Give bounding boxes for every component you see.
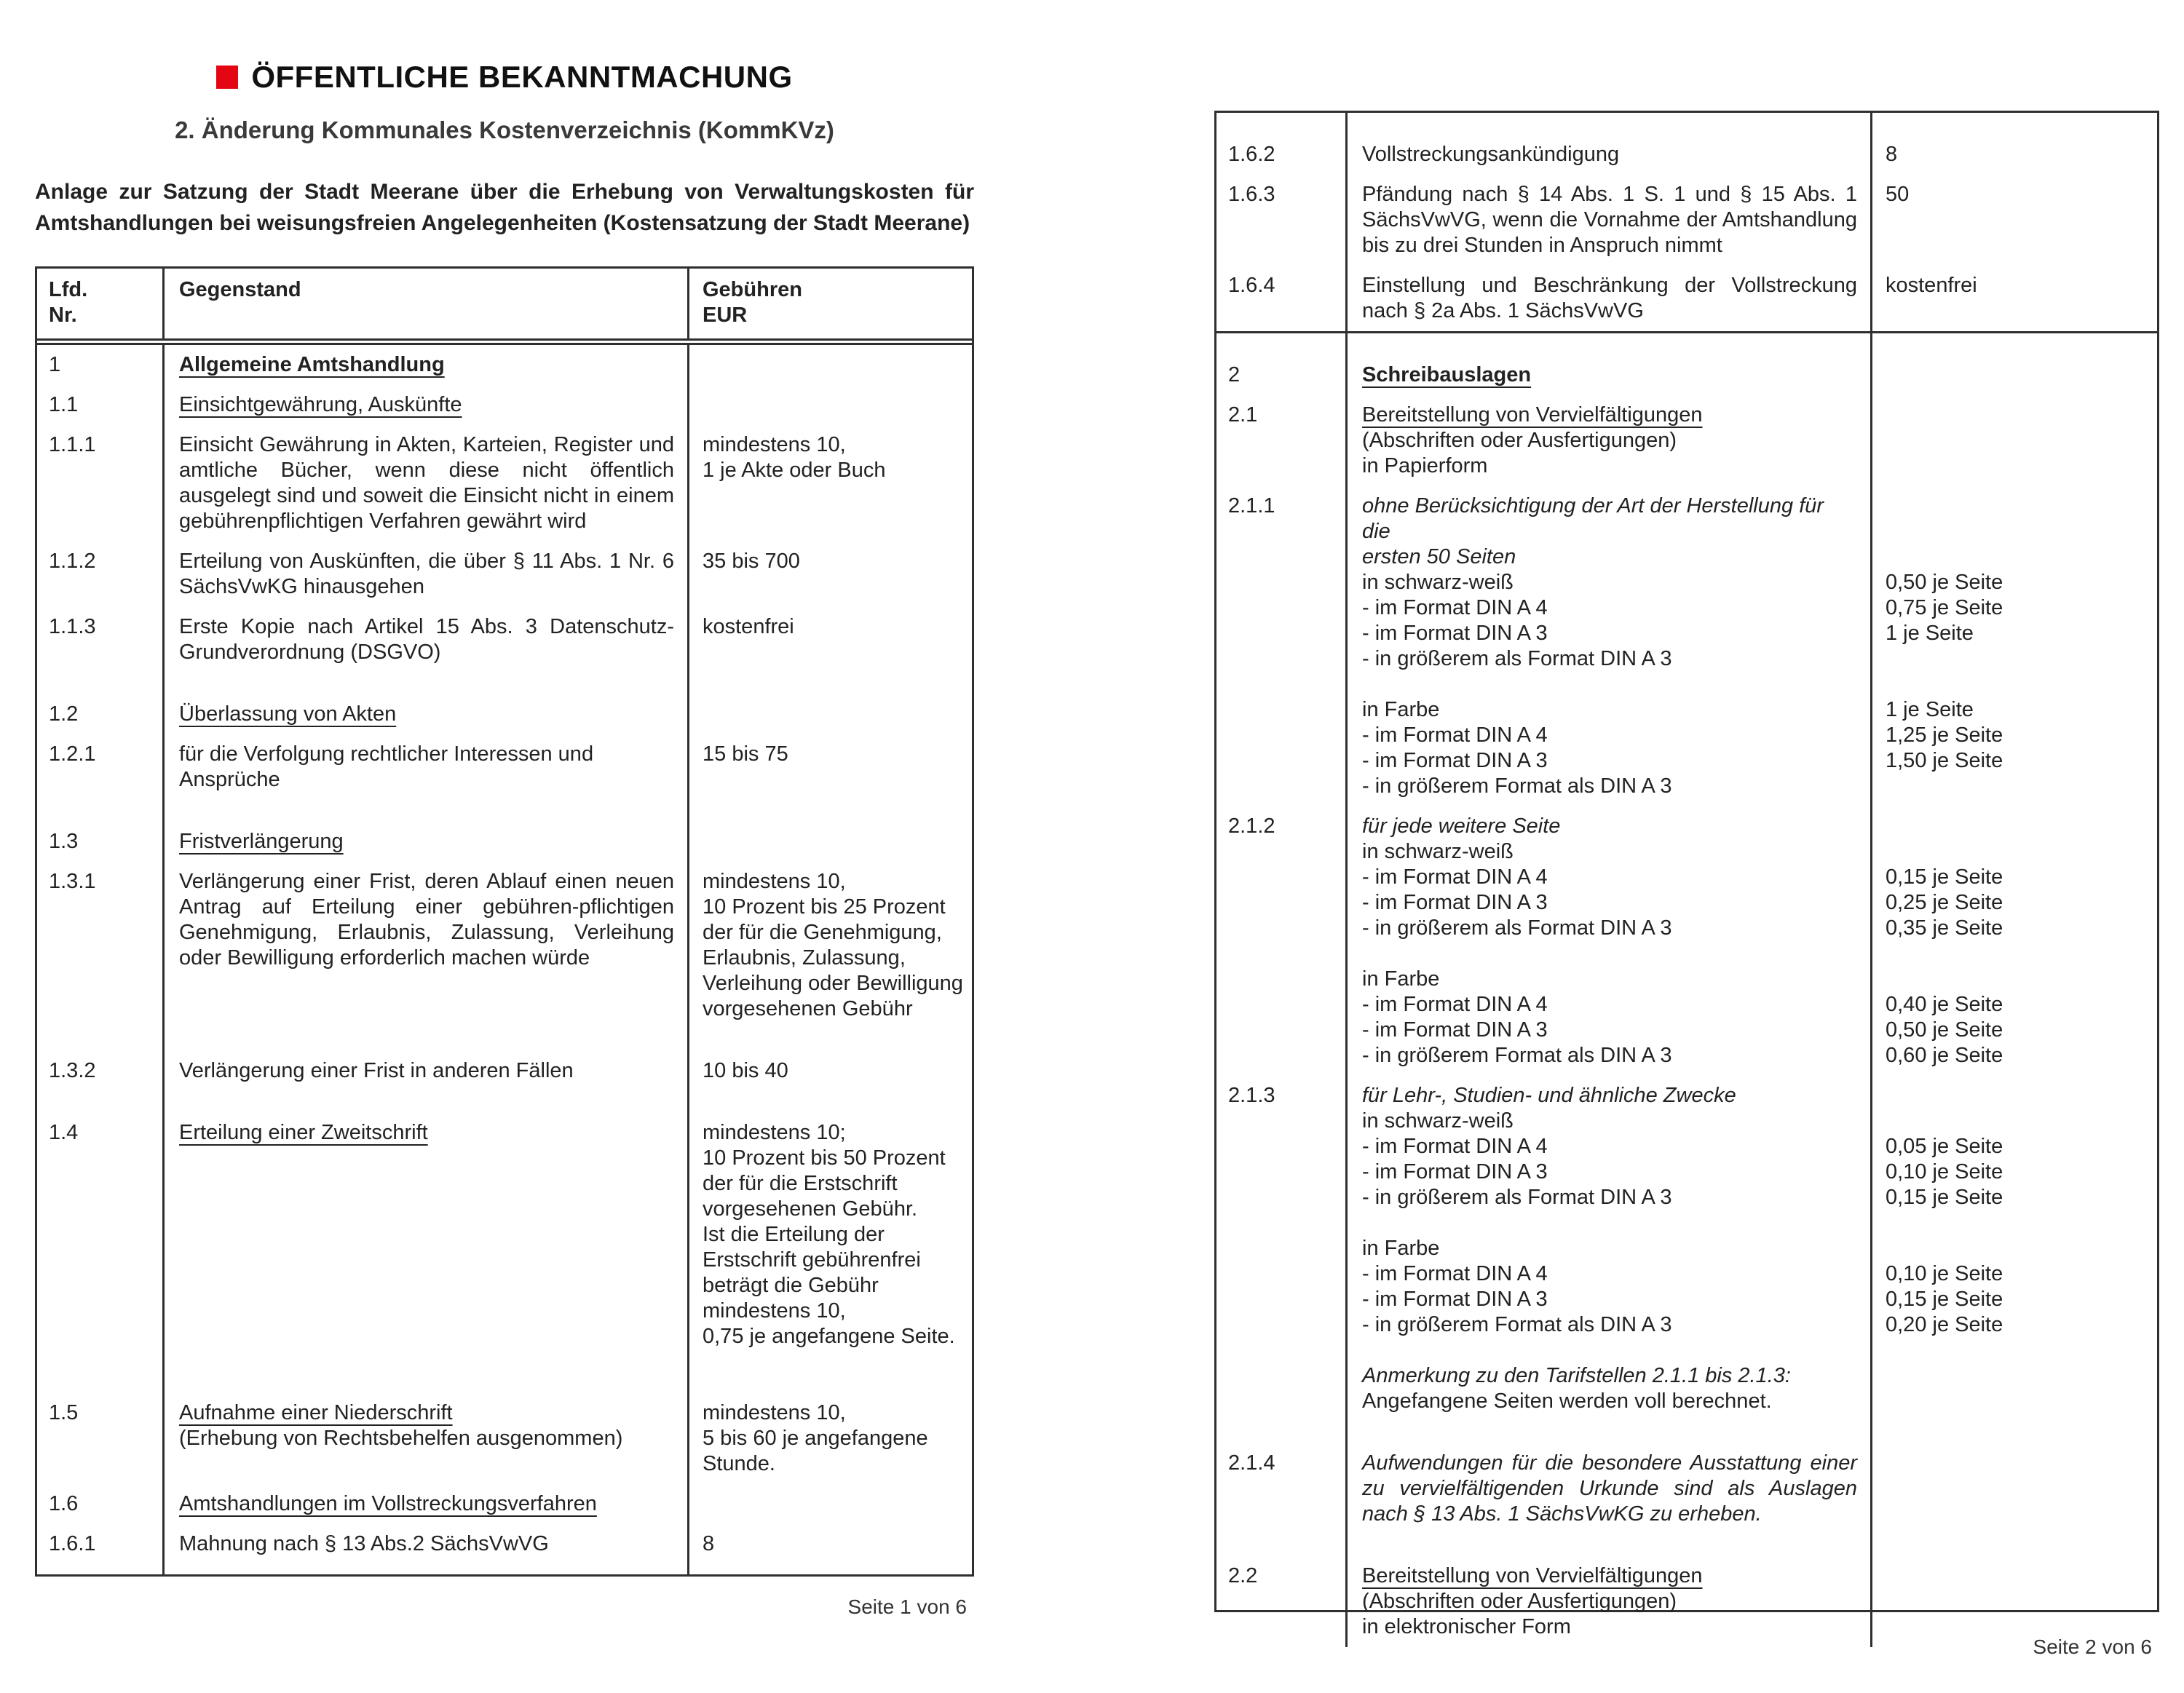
row-number: 1.6 <box>49 1492 79 1515</box>
row-number-cell <box>37 425 165 542</box>
row-number: 1.6.4 <box>1228 274 1275 297</box>
row-content <box>165 1091 972 1357</box>
fee-cell <box>687 1524 972 1574</box>
fee-table-page2 <box>1214 111 2159 1638</box>
row-content <box>1348 1422 2157 1534</box>
fee-line: 0,15 je Seite <box>1886 865 2003 889</box>
row-number: 1 <box>49 353 61 376</box>
fee-line: mindestens 10, <box>703 870 846 893</box>
fee-line: 0,75 je Seite <box>1886 596 2003 619</box>
fee-line <box>1886 544 2148 570</box>
subject-line: ohne Berücksichtigung der Art der Herstellung für die <box>1362 494 1824 543</box>
fee-row-1.5 <box>37 1357 972 1484</box>
subject-line: Erste Kopie nach Artikel 15 Abs. 3 Datenschutz-Grundverordnung (DSGVO) <box>179 615 674 664</box>
fee-cell <box>1870 1076 2157 1422</box>
fee-line: 0,25 je Seite <box>1886 891 2003 914</box>
row-number: 1.6.3 <box>1228 183 1275 206</box>
subject-cell <box>1348 113 1870 175</box>
fee-line: Verleihung oder Bewilligung <box>703 972 963 995</box>
fee-line: 0,35 je Seite <box>1886 916 2003 940</box>
row-number: 1.6.1 <box>49 1532 96 1555</box>
fee-line: 15 bis 75 <box>703 742 788 766</box>
page-2 <box>1214 111 2159 1659</box>
row-number: 2.2 <box>1228 1564 1258 1587</box>
fee-line: Erlaubnis, Zulassung, <box>703 946 906 970</box>
fee-row-2.1.4 <box>1216 1422 2157 1534</box>
subject-cell <box>165 800 687 862</box>
subject-line: - im Format DIN A 3 <box>1362 891 1548 914</box>
subject-line: - im Format DIN A 3 <box>1362 1160 1548 1183</box>
fee-line: 1,50 je Seite <box>1886 749 2003 772</box>
fee-line <box>1886 814 2148 839</box>
subject-cell <box>165 607 687 673</box>
row-content <box>165 1029 972 1091</box>
fee-line <box>1886 967 2148 992</box>
subject-line: in Farbe <box>1362 967 1440 991</box>
fee-cell <box>1870 486 2157 806</box>
subject-line: - in größerem als Format DIN A 3 <box>1362 1186 1672 1209</box>
row-number-cell <box>37 1524 165 1574</box>
fee-line: 10 Prozent bis 50 Prozent <box>703 1146 946 1170</box>
subject-line: Verlängerung einer Frist, deren Ablauf einen neuen Antrag auf Erteilung einer gebühren-pflichtigen Genehmigung, Erlaubnis, Zulassung, Verleihung oder Bewilligung erforderlich machen würde <box>179 870 674 970</box>
subject-cell <box>1348 395 1870 486</box>
subject-line: - in größerem Format als DIN A 3 <box>1362 1313 1672 1336</box>
page1-footer: Seite 1 von 6 <box>847 1595 967 1618</box>
header-cell-subject <box>165 269 687 338</box>
row-number-cell <box>37 542 165 607</box>
subject-cell <box>165 385 687 425</box>
subject-cell <box>165 425 687 542</box>
row-number: 1.2 <box>49 702 79 726</box>
row-content <box>1348 395 2157 486</box>
fee-cell <box>1870 175 2157 266</box>
subject-cell <box>165 1357 687 1484</box>
row-number-cell <box>1216 1534 1348 1647</box>
row-number-cell <box>1216 395 1348 486</box>
fee-row-1.6.1 <box>37 1524 972 1574</box>
row-content <box>1348 113 2157 175</box>
subject-line: Anmerkung zu den Tarifstellen 2.1.1 bis 2.1.3: <box>1362 1364 1791 1387</box>
fee-line <box>1886 493 2148 519</box>
subject-cell <box>1348 1076 1870 1422</box>
row-number-cell <box>1216 806 1348 1076</box>
fee-cell <box>687 862 972 1029</box>
subject-line: - in größerem als Format DIN A 3 <box>1362 916 1672 940</box>
subject-line: in schwarz-weiß <box>1362 571 1514 594</box>
fee-row-2.1.3 <box>1216 1076 2157 1422</box>
fee-cell <box>687 673 972 734</box>
subject-line <box>1362 1338 1857 1363</box>
row-number-cell <box>1216 486 1348 806</box>
fee-row-1.4 <box>37 1091 972 1357</box>
subject-cell <box>165 1524 687 1574</box>
row-number: 1.3.1 <box>49 870 96 893</box>
fee-line <box>1886 519 2148 544</box>
row-content <box>165 385 972 425</box>
subject-line: - im Format DIN A 4 <box>1362 993 1548 1016</box>
fee-line: 1 je Akte oder Buch <box>703 459 886 482</box>
fee-line: 0,10 je Seite <box>1886 1262 2003 1285</box>
subject-line: in Papierform <box>1362 454 1488 477</box>
row-content <box>165 800 972 862</box>
fee-cell <box>1870 806 2157 1076</box>
fee-row-1.6 <box>37 1484 972 1524</box>
subject-line: Erteilung einer Zweitschrift <box>179 1121 428 1144</box>
fee-line: 10 bis 40 <box>703 1059 788 1082</box>
row-number: 2.1.1 <box>1228 494 1275 518</box>
subject-line: für Lehr-, Studien- und ähnliche Zwecke <box>1362 1084 1736 1107</box>
row-number: 1.3 <box>49 830 79 853</box>
subject-cell <box>165 1484 687 1524</box>
subject-line: in Farbe <box>1362 1237 1440 1260</box>
subject-line: ersten 50 Seiten <box>1362 545 1516 568</box>
row-number-cell <box>1216 266 1348 331</box>
fee-row-2 <box>1216 331 2157 395</box>
fee-cell <box>1870 395 2157 486</box>
fee-row-1.2 <box>37 673 972 734</box>
row-number-cell <box>1216 175 1348 266</box>
row-content <box>1348 486 2157 806</box>
fee-cell <box>1870 1534 2157 1647</box>
fee-cell <box>687 425 972 542</box>
fee-row-1.1.2 <box>37 542 972 607</box>
row-number: 2.1.2 <box>1228 814 1275 838</box>
row-number-cell <box>1216 333 1348 395</box>
subject-line: Schreibauslagen <box>1362 363 1532 386</box>
subject-cell <box>1348 806 1870 1076</box>
row-content <box>1348 1534 2157 1647</box>
fee-line: 5 bis 60 je angefangene <box>703 1427 928 1450</box>
fee-cell <box>687 734 972 800</box>
fee-line: mindestens 10; <box>703 1121 846 1144</box>
header-label: Lfd. <box>49 278 88 301</box>
fee-line: Ist die Erteilung der <box>703 1223 885 1246</box>
fee-cell <box>687 1484 972 1524</box>
row-number-cell <box>37 385 165 425</box>
subject-cell <box>165 673 687 734</box>
subject-line: Einsicht Gewährung in Akten, Karteien, Register und amtliche Bücher, wenn diese nicht öffentlich ausgelegt sind und soweit die Einsicht nicht in einem gebührenpflichtigen Verfahren gewährt wird <box>179 433 674 533</box>
subject-cell <box>165 862 687 1029</box>
page2-footer: Seite 2 von 6 <box>2033 1635 2152 1658</box>
row-number: 1.1.2 <box>49 550 96 573</box>
row-content <box>165 345 972 385</box>
subject-line: Fristverlängerung <box>179 830 344 853</box>
header-cell-fee <box>687 269 972 338</box>
fee-cell <box>687 607 972 673</box>
row-number: 2.1.4 <box>1228 1451 1275 1475</box>
row-number-cell <box>37 800 165 862</box>
row-content <box>1348 266 2157 331</box>
fee-line <box>1886 1083 2148 1109</box>
header-label: EUR <box>703 304 748 327</box>
subject-line: Pfändung nach § 14 Abs. 1 S. 1 und § 15 Abs. 1 SächsVwVG, wenn die Vornahme der Amtshandlung bis zu drei Stunden in Anspruch nimmt <box>1362 183 1857 257</box>
fee-line: 10 Prozent bis 25 Prozent <box>703 895 946 919</box>
subject-line: - im Format DIN A 3 <box>1362 1018 1548 1042</box>
fee-line: 8 <box>703 1532 715 1555</box>
fee-row-1.3 <box>37 800 972 862</box>
table-header-row <box>37 269 972 345</box>
subject-cell <box>1348 1422 1870 1534</box>
fee-line <box>1886 941 2148 967</box>
fee-row-2.2 <box>1216 1534 2157 1647</box>
fee-line: 0,40 je Seite <box>1886 993 2003 1016</box>
subject-cell <box>1348 175 1870 266</box>
subject-line: Aufnahme einer Niederschrift <box>179 1401 453 1424</box>
fee-line: der für die Genehmigung, <box>703 921 942 944</box>
fee-line: Stunde. <box>703 1452 775 1475</box>
row-number: 1.4 <box>49 1121 79 1144</box>
header-content <box>165 269 972 338</box>
row-content <box>1348 175 2157 266</box>
intro-paragraph: Anlage zur Satzung der Stadt Meerane über die Erhebung von Verwaltungskosten für Amtshandlungen bei weisungsfreien Angelegenheiten (Kostensatzung der Stadt Meerane) <box>35 180 974 235</box>
row-content <box>165 862 972 1029</box>
subject-line <box>1362 672 1857 697</box>
subject-line: - im Format DIN A 4 <box>1362 1262 1548 1285</box>
row-number-cell <box>1216 1076 1348 1422</box>
fee-line: 1,25 je Seite <box>1886 723 2003 747</box>
fee-row-2.1.2 <box>1216 806 2157 1076</box>
fee-row-2.1.1 <box>1216 486 2157 806</box>
row-number: 1.3.2 <box>49 1059 96 1082</box>
fee-cell <box>1870 113 2157 175</box>
row-content <box>165 1484 972 1524</box>
subject-cell <box>165 1091 687 1357</box>
subject-line: für die Verfolgung rechtlicher Interessen und Ansprüche <box>179 742 594 791</box>
fee-row-1.3.2 <box>37 1029 972 1091</box>
fee-line: 0,75 je angefangene Seite. <box>703 1325 955 1348</box>
fee-cell <box>1870 266 2157 331</box>
row-number: 1.1.3 <box>49 615 96 638</box>
row-number-cell <box>37 734 165 800</box>
fee-line <box>1886 839 2148 865</box>
row-content <box>165 607 972 673</box>
subject-line: (Erhebung von Rechtsbehelfen ausgenommen) <box>179 1427 623 1450</box>
row-content <box>165 1524 972 1574</box>
row-content <box>165 542 972 607</box>
fee-line: 0,20 je Seite <box>1886 1313 2003 1336</box>
subject-line: - im Format DIN A 4 <box>1362 596 1548 619</box>
subject-line: Überlassung von Akten <box>179 702 397 726</box>
header-label: Nr. <box>49 304 77 327</box>
subject-line: Einstellung und Beschränkung der Vollstreckung nach § 2a Abs. 1 SächsVwVG <box>1362 274 1857 322</box>
page-1 <box>35 42 974 1619</box>
fee-line: 0,60 je Seite <box>1886 1044 2003 1067</box>
subject-line: in schwarz-weiß <box>1362 1109 1514 1133</box>
row-number-cell <box>37 345 165 385</box>
subject-line: für jede weitere Seite <box>1362 814 1561 838</box>
row-content <box>165 734 972 800</box>
fee-row-1.6.4 <box>1216 266 2157 331</box>
fee-row-1.3.1 <box>37 862 972 1029</box>
fee-cell <box>687 800 972 862</box>
row-number: 2 <box>1228 363 1241 386</box>
subject-line: - in größerem Format als DIN A 3 <box>1362 774 1672 798</box>
subject-cell <box>1348 1534 1870 1647</box>
fee-line: 0,50 je Seite <box>1886 571 2003 594</box>
header-label: Gegenstand <box>179 278 301 301</box>
subject-line: in schwarz-weiß <box>1362 840 1514 863</box>
subject-line: Allgemeine Amtshandlung <box>179 353 445 376</box>
subject-line: - im Format DIN A 3 <box>1362 622 1548 645</box>
subject-line: - im Format DIN A 3 <box>1362 1288 1548 1311</box>
fee-cell <box>687 542 972 607</box>
subject-line: Vollstreckungsankündigung <box>1362 143 1620 166</box>
row-number-cell <box>37 1029 165 1091</box>
row-number-cell <box>1216 113 1348 175</box>
fee-row-1.6.3 <box>1216 175 2157 266</box>
fee-line: kostenfrei <box>1886 274 1977 297</box>
fee-line: vorgesehenen Gebühr <box>703 997 913 1020</box>
subject-line: - im Format DIN A 4 <box>1362 723 1548 747</box>
row-content <box>1348 806 2157 1076</box>
subject-line: Amtshandlungen im Vollstreckungsverfahren <box>179 1492 597 1515</box>
subject-line: Erteilung von Auskünften, die über § 11 Abs. 1 Nr. 6 SächsVwKG hinausgehen <box>179 550 674 598</box>
row-number: 1.6.2 <box>1228 143 1275 166</box>
subject-line: Bereitstellung von Vervielfältigungen <box>1362 1564 1703 1587</box>
fee-row-1.1.3 <box>37 607 972 673</box>
row-number-cell <box>37 1091 165 1357</box>
subject-line <box>1362 1210 1857 1236</box>
subject-cell <box>1348 333 1870 395</box>
fee-cell <box>1870 333 2157 395</box>
subject-line <box>1362 941 1857 967</box>
row-number: 1.1 <box>49 393 79 416</box>
row-content <box>165 673 972 734</box>
fee-line: 1 je Seite <box>1886 698 1974 721</box>
fee-cell <box>687 1029 972 1091</box>
row-number-cell <box>1216 1422 1348 1534</box>
subject-line: Verlängerung einer Frist in anderen Fällen <box>179 1059 574 1082</box>
subject-line: - im Format DIN A 4 <box>1362 1135 1548 1158</box>
row-number: 1.1.1 <box>49 433 96 456</box>
subject-line: - in größerem Format als DIN A 3 <box>1362 1044 1672 1067</box>
subject-line: Einsichtgewährung, Auskünfte <box>179 393 462 416</box>
fee-line: 0,15 je Seite <box>1886 1186 2003 1209</box>
subject-line: (Abschriften oder Ausfertigungen) <box>1362 429 1677 452</box>
subject-cell <box>165 542 687 607</box>
fee-cell <box>687 345 972 385</box>
fee-row-2.1 <box>1216 395 2157 486</box>
subject-line: Angefangene Seiten werden voll berechnet. <box>1362 1389 1772 1413</box>
row-content <box>1348 1076 2157 1422</box>
row-number-cell <box>37 1357 165 1484</box>
subject-line: - im Format DIN A 4 <box>1362 865 1548 889</box>
fee-cell <box>687 1357 972 1484</box>
subject-cell <box>165 345 687 385</box>
subject-line: in Farbe <box>1362 698 1440 721</box>
fee-line: 0,15 je Seite <box>1886 1288 2003 1311</box>
fee-line: 50 <box>1886 183 1910 206</box>
subject-cell <box>165 734 687 800</box>
subject-cell <box>1348 266 1870 331</box>
fee-line: mindestens 10, <box>703 433 846 456</box>
fee-line <box>1886 672 2148 697</box>
fee-line: beträgt die Gebühr <box>703 1274 879 1297</box>
row-number-cell <box>37 862 165 1029</box>
fee-row-1.1 <box>37 385 972 425</box>
fee-line <box>1886 1109 2148 1134</box>
header-label: Gebühren <box>703 278 802 301</box>
fee-line: 1 je Seite <box>1886 622 1974 645</box>
subject-cell <box>165 1029 687 1091</box>
header-cell-nr <box>37 269 165 338</box>
row-number: 1.2.1 <box>49 742 96 766</box>
fee-line <box>1886 1210 2148 1236</box>
subject-line: - in größerem als Format DIN A 3 <box>1362 647 1672 670</box>
fee-line <box>1886 1236 2148 1261</box>
row-number-cell <box>37 1484 165 1524</box>
subject-line: Mahnung nach § 13 Abs.2 SächsVwVG <box>179 1532 549 1555</box>
row-number-cell <box>37 607 165 673</box>
fee-row-1.2.1 <box>37 734 972 800</box>
title-row <box>35 60 974 95</box>
fee-line: 35 bis 700 <box>703 550 800 573</box>
fee-cell <box>1870 1422 2157 1534</box>
fee-table-page1 <box>35 266 974 1577</box>
row-content <box>165 1357 972 1484</box>
fee-row-1 <box>37 345 972 385</box>
subject-cell <box>1348 486 1870 806</box>
subject-line: - im Format DIN A 3 <box>1362 749 1548 772</box>
fee-line: der für die Erstschrift <box>703 1172 898 1195</box>
row-number: 2.1 <box>1228 403 1258 427</box>
fee-line: 0,05 je Seite <box>1886 1135 2003 1158</box>
fee-line: 8 <box>1886 143 1898 166</box>
subject-line: Aufwendungen für die besondere Ausstattung einer zu vervielfältigenden Urkunde sind als Auslagen nach § 13 Abs. 1 SächsVwKG zu erheben. <box>1362 1451 1857 1526</box>
page-title: ÖFFENTLICHE BEKANNTMACHUNG <box>251 60 793 94</box>
fee-row-1.1.1 <box>37 425 972 542</box>
subject-line: in elektronischer Form <box>1362 1615 1571 1638</box>
fee-line <box>1886 646 2148 672</box>
subject-line: (Abschriften oder Ausfertigungen) <box>1362 1590 1677 1613</box>
fee-cell <box>687 1091 972 1357</box>
page-subtitle: 2. Änderung Kommunales Kostenverzeichnis (KommKVz) <box>175 116 834 143</box>
fee-line: 0,50 je Seite <box>1886 1018 2003 1042</box>
fee-line: vorgesehenen Gebühr. <box>703 1197 918 1221</box>
fee-line: 0,10 je Seite <box>1886 1160 2003 1183</box>
fee-line: kostenfrei <box>703 615 794 638</box>
row-content <box>1348 333 2157 395</box>
fee-line: mindestens 10, <box>703 1401 846 1424</box>
row-number: 1.5 <box>49 1401 79 1424</box>
fee-row-1.6.2 <box>1216 113 2157 175</box>
fee-line: Erstschrift gebührenfrei <box>703 1248 921 1272</box>
fee-line: mindestens 10, <box>703 1299 846 1323</box>
row-number: 2.1.3 <box>1228 1084 1275 1107</box>
row-number-cell <box>37 673 165 734</box>
row-content <box>165 425 972 542</box>
red-square-bullet-icon <box>216 66 238 89</box>
subject-line: Bereitstellung von Vervielfältigungen <box>1362 403 1703 427</box>
fee-cell <box>687 385 972 425</box>
